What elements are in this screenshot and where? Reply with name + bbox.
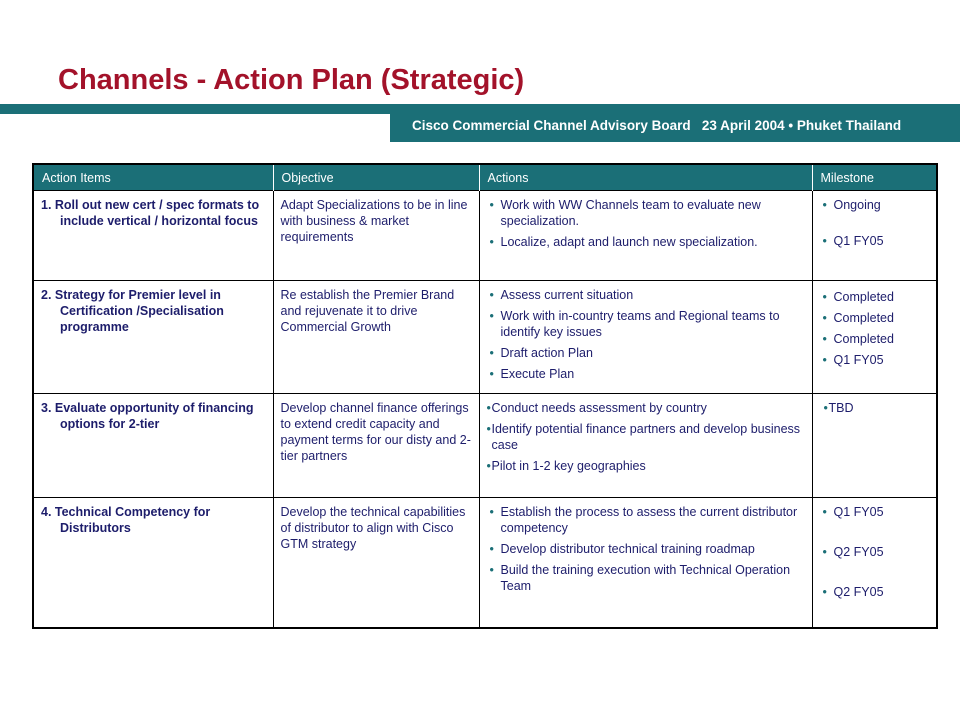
action-bullet: • Establish the process to assess the current distributor competency <box>487 504 806 536</box>
milestone-bullet: • Completed <box>820 289 931 305</box>
action-item-text: 2. Strategy for Premier level in Certification /Specialisation programme <box>41 288 224 334</box>
action-bullet: • Identify potential finance partners and develop business case <box>487 421 806 453</box>
header-action-items: Action Items <box>33 164 273 191</box>
actions-cell <box>479 498 812 628</box>
action-item-text: 3. Evaluate opportunity of financing options for 2-tier <box>41 401 254 431</box>
actions-cell <box>479 281 812 394</box>
header-milestone: Milestone <box>812 164 937 191</box>
milestone-bullet: • Completed <box>820 331 931 347</box>
header-objective: Objective <box>273 164 479 191</box>
action-plan-table <box>32 163 938 629</box>
action-bullet: • Develop distributor technical training roadmap <box>487 541 806 557</box>
action-bullet: • Pilot in 1-2 key geographies <box>487 458 806 474</box>
milestone-bullet: • Ongoing <box>820 197 931 213</box>
objective-cell: Develop the technical capabilities of distributor to align with Cisco GTM strategy <box>273 498 479 628</box>
milestone-bullet: • Q1 FY05 <box>820 504 931 520</box>
action-bullet: • Localize, adapt and launch new specialization. <box>487 234 806 250</box>
milestone-bullet: • Q1 FY05 <box>820 352 931 368</box>
action-bullet: • Build the training execution with Technical Operation Team <box>487 562 806 594</box>
milestone-bullet: • Q2 FY05 <box>820 584 931 600</box>
action-item-cell <box>33 281 273 394</box>
milestone-cell <box>812 394 937 498</box>
milestone-cell <box>812 281 937 394</box>
table-row <box>33 281 937 394</box>
action-bullet: • Work with WW Channels team to evaluate new specialization. <box>487 197 806 229</box>
milestone-bullet: • Q1 FY05 <box>820 233 931 249</box>
action-bullet: • Assess current situation <box>487 287 806 303</box>
action-bullet: • Draft action Plan <box>487 345 806 361</box>
action-bullet: • Work with in-country teams and Regional teams to identify key issues <box>487 308 806 340</box>
objective-cell: Adapt Specializations to be in line with business & market requirements <box>273 191 479 281</box>
objective-cell: Develop channel finance offerings to extend credit capacity and payment terms for our disty and 2-tier partners <box>273 394 479 498</box>
milestone-bullet: • Completed <box>820 310 931 326</box>
banner-text: Cisco Commercial Channel Advisory Board 23 April 2004 • Phuket Thailand <box>412 118 902 133</box>
page-title: Channels - Action Plan (Strategic) <box>58 64 525 96</box>
action-item-cell <box>33 498 273 628</box>
action-item-cell <box>33 191 273 281</box>
action-item-text: 4. Technical Competency for Distributors <box>41 505 211 535</box>
milestone-cell <box>812 498 937 628</box>
milestone-bullet: • TBD <box>824 400 931 416</box>
action-item-cell <box>33 394 273 498</box>
actions-cell <box>479 191 812 281</box>
table-row <box>33 394 937 498</box>
action-bullet: • Conduct needs assessment by country <box>487 400 806 416</box>
milestone-cell <box>812 191 937 281</box>
actions-cell <box>479 394 812 498</box>
table-row <box>33 191 937 281</box>
table-row <box>33 498 937 628</box>
header-actions: Actions <box>479 164 812 191</box>
table-header-row <box>33 164 937 191</box>
objective-cell: Re establish the Premier Brand and rejuvenate it to drive Commercial Growth <box>273 281 479 394</box>
milestone-bullet: • Q2 FY05 <box>820 544 931 560</box>
action-bullet: • Execute Plan <box>487 366 806 382</box>
action-item-text: 1. Roll out new cert / spec formats to include vertical / horizontal focus <box>41 198 260 228</box>
